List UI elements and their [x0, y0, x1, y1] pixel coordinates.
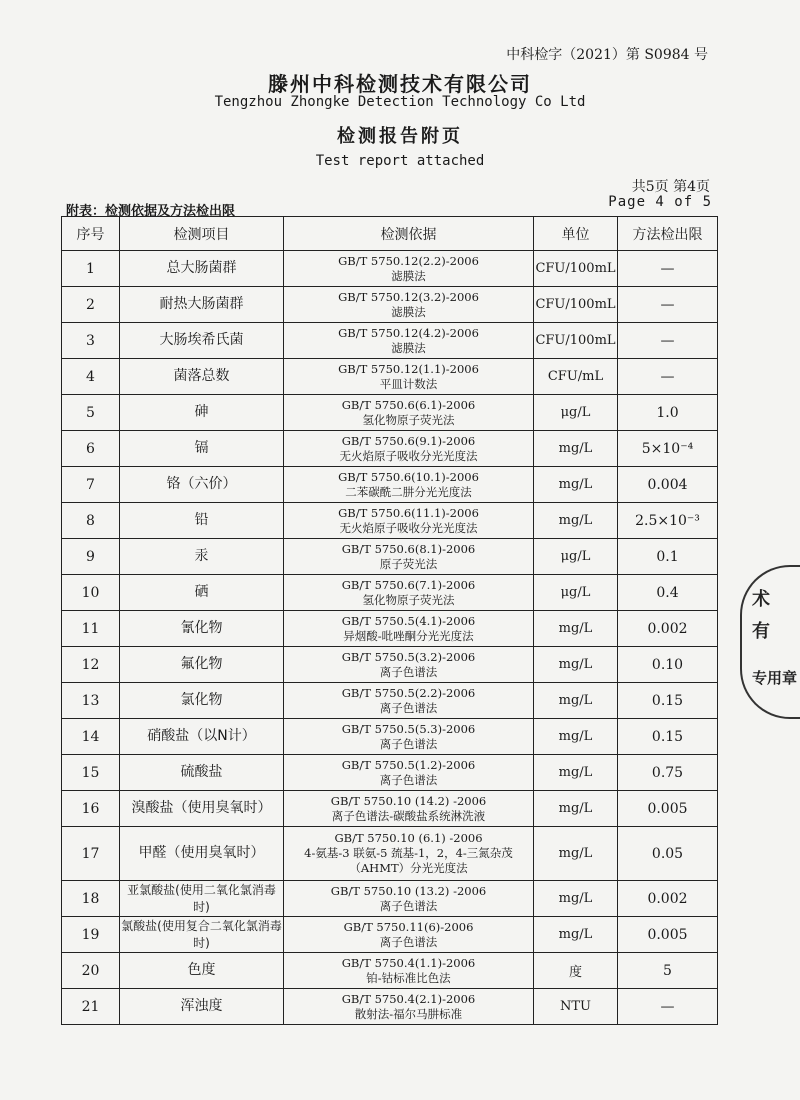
cell-unit: mg/L — [534, 791, 618, 827]
header-limit: 方法检出限 — [618, 217, 718, 251]
cell-item: 氟化物 — [120, 647, 284, 683]
table-row — [62, 575, 718, 611]
cell-item: 汞 — [120, 539, 284, 575]
basis-line: 无火焰原子吸收分光光度法 — [339, 520, 478, 535]
basis-line: GB/T 5750.5(2.2)-2006 — [341, 685, 476, 700]
cell-limit: — — [618, 359, 718, 395]
cell-limit: 0.005 — [618, 791, 718, 827]
cell-unit: μg/L — [534, 539, 618, 575]
seal-text: 术 — [752, 589, 770, 610]
cell-item: 氰化物 — [120, 611, 284, 647]
cell-basis — [284, 503, 534, 539]
basis-line: GB/T 5750.5(4.1)-2006 — [341, 613, 476, 628]
cell-seq: 2 — [62, 287, 120, 323]
basis-line: GB/T 5750.5(1.2)-2006 — [341, 757, 476, 772]
cell-basis — [284, 431, 534, 467]
cell-basis — [284, 917, 534, 953]
company-name-cn: 滕州中科检测技术有限公司 — [268, 72, 532, 96]
cell-basis — [284, 575, 534, 611]
cell-seq: 3 — [62, 323, 120, 359]
header-item: 检测项目 — [120, 217, 284, 251]
basis-line: 离子色谱法 — [379, 700, 438, 715]
cell-unit: mg/L — [534, 917, 618, 953]
cell-item: 甲醛（使用臭氧时） — [120, 827, 284, 881]
basis-line: 散射法-福尔马肼标准 — [354, 1006, 463, 1021]
cell-limit: — — [618, 251, 718, 287]
basis-line: 铂-钴标准比色法 — [366, 970, 451, 985]
cell-item: 溴酸盐（使用臭氧时） — [120, 791, 284, 827]
cell-basis — [284, 395, 534, 431]
cell-seq: 21 — [62, 989, 120, 1025]
cell-item: 砷 — [120, 395, 284, 431]
cell-unit: mg/L — [534, 881, 618, 917]
basis-line: GB/T 5750.10 (13.2) -2006 — [330, 883, 487, 898]
basis-line: GB/T 5750.10 (14.2) -2006 — [330, 793, 487, 808]
cell-limit: 0.4 — [618, 575, 718, 611]
table-row — [62, 917, 718, 953]
cell-basis — [284, 647, 534, 683]
cell-seq: 10 — [62, 575, 120, 611]
basis-line: GB/T 5750.6(9.1)-2006 — [341, 433, 476, 448]
basis-line: GB/T 5750.4(1.1)-2006 — [341, 955, 476, 970]
header-seq: 序号 — [62, 217, 120, 251]
cell-item: 大肠埃希氏菌 — [120, 323, 284, 359]
cell-limit: 2.5×10⁻³ — [618, 503, 718, 539]
cell-basis — [284, 323, 534, 359]
basis-line: GB/T 5750.5(5.3)-2006 — [341, 721, 476, 736]
basis-line: 离子色谱法 — [379, 664, 438, 679]
cell-basis — [284, 611, 534, 647]
cell-item: 总大肠菌群 — [120, 251, 284, 287]
basis-line: GB/T 5750.6(8.1)-2006 — [341, 541, 476, 556]
table-row — [62, 503, 718, 539]
cell-limit: 5×10⁻⁴ — [618, 431, 718, 467]
cell-limit: 0.75 — [618, 755, 718, 791]
cell-limit: — — [618, 287, 718, 323]
cell-seq: 1 — [62, 251, 120, 287]
cell-unit: μg/L — [534, 575, 618, 611]
report-title-en: Test report attached — [315, 153, 485, 169]
cell-seq: 4 — [62, 359, 120, 395]
table-row — [62, 881, 718, 917]
cell-unit: NTU — [534, 989, 618, 1025]
cell-unit: CFU/100mL — [534, 323, 618, 359]
table-row — [62, 953, 718, 989]
cell-basis — [284, 467, 534, 503]
basis-line: 二苯碳酰二肼分光光度法 — [345, 484, 472, 499]
cell-limit: 0.1 — [618, 539, 718, 575]
cell-item: 铅 — [120, 503, 284, 539]
cell-seq: 16 — [62, 791, 120, 827]
cell-basis — [284, 539, 534, 575]
cell-seq: 19 — [62, 917, 120, 953]
table-row — [62, 827, 718, 881]
cell-unit: mg/L — [534, 719, 618, 755]
cell-item: 菌落总数 — [120, 359, 284, 395]
cell-seq: 13 — [62, 683, 120, 719]
basis-line: 原子荧光法 — [379, 556, 438, 571]
page-indicator-en: Page 4 of 5 — [608, 194, 712, 210]
cell-seq: 6 — [62, 431, 120, 467]
cell-seq: 7 — [62, 467, 120, 503]
detection-methods-table — [61, 216, 718, 1025]
cell-item: 镉 — [120, 431, 284, 467]
cell-item: 氯酸盐(使用复合二氧化氯消毒时) — [120, 917, 284, 953]
table-body — [62, 251, 718, 1025]
cell-unit: mg/L — [534, 755, 618, 791]
table-caption: 附表：检测依据及方法检出限 — [66, 204, 236, 219]
basis-line: 离子色谱法 — [379, 934, 438, 949]
basis-line: GB/T 5750.5(3.2)-2006 — [341, 649, 476, 664]
cell-item: 氯化物 — [120, 683, 284, 719]
header-unit: 单位 — [534, 217, 618, 251]
basis-line: 平皿计数法 — [379, 376, 438, 391]
cell-unit: μg/L — [534, 395, 618, 431]
cell-limit: 1.0 — [618, 395, 718, 431]
table-row — [62, 755, 718, 791]
table-row — [62, 611, 718, 647]
basis-line: 滤膜法 — [391, 340, 426, 355]
cell-unit: mg/L — [534, 647, 618, 683]
seal-text: 专用章 — [752, 669, 798, 687]
cell-unit: mg/L — [534, 611, 618, 647]
cell-item: 色度 — [120, 953, 284, 989]
basis-line: 异烟酸-吡唑酮分光光度法 — [343, 628, 474, 643]
cell-basis — [284, 989, 534, 1025]
cell-seq: 12 — [62, 647, 120, 683]
cell-limit: 0.005 — [618, 917, 718, 953]
seal-text: 有 — [752, 621, 770, 642]
basis-line: GB/T 5750.11(6)-2006 — [343, 919, 474, 934]
cell-basis — [284, 287, 534, 323]
cell-basis — [284, 683, 534, 719]
table-row — [62, 989, 718, 1025]
table-row — [62, 647, 718, 683]
cell-limit: 0.10 — [618, 647, 718, 683]
table-row — [62, 395, 718, 431]
basis-line: 无火焰原子吸收分光光度法 — [339, 448, 478, 463]
cell-limit: 0.004 — [618, 467, 718, 503]
cell-unit: mg/L — [534, 827, 618, 881]
cell-item: 硫酸盐 — [120, 755, 284, 791]
cell-seq: 14 — [62, 719, 120, 755]
cell-basis — [284, 791, 534, 827]
table-row — [62, 467, 718, 503]
header-basis: 检测依据 — [284, 217, 534, 251]
basis-line: 滤膜法 — [391, 268, 426, 283]
cell-unit: CFU/100mL — [534, 287, 618, 323]
cell-item: 硒 — [120, 575, 284, 611]
cell-limit: 0.05 — [618, 827, 718, 881]
basis-line: 离子色谱法 — [379, 772, 438, 787]
basis-line: GB/T 5750.4(2.1)-2006 — [341, 991, 476, 1006]
table-row — [62, 683, 718, 719]
cell-unit: CFU/100mL — [534, 251, 618, 287]
cell-unit: CFU/mL — [534, 359, 618, 395]
table-row — [62, 287, 718, 323]
cell-basis — [284, 251, 534, 287]
cell-item: 耐热大肠菌群 — [120, 287, 284, 323]
cell-unit: mg/L — [534, 431, 618, 467]
cell-item: 亚氯酸盐(使用二氧化氯消毒时) — [120, 881, 284, 917]
report-title-cn: 检测报告附页 — [337, 126, 463, 147]
cell-seq: 8 — [62, 503, 120, 539]
cell-basis — [284, 827, 534, 881]
cell-basis — [284, 359, 534, 395]
basis-line: 离子色谱法 — [379, 898, 438, 913]
basis-line: GB/T 5750.12(3.2)-2006 — [338, 289, 479, 304]
basis-line: 氢化物原子荧光法 — [362, 592, 455, 607]
basis-line: GB/T 5750.12(1.1)-2006 — [338, 361, 479, 376]
cell-item: 铬（六价） — [120, 467, 284, 503]
basis-line: GB/T 5750.6(10.1)-2006 — [338, 469, 479, 484]
basis-line: 离子色谱法 — [379, 736, 438, 751]
basis-line: （AHMT）分光光度法 — [349, 861, 468, 875]
cell-unit: mg/L — [534, 467, 618, 503]
cell-limit: 0.15 — [618, 719, 718, 755]
cell-basis — [284, 719, 534, 755]
table-header-row — [62, 217, 718, 251]
basis-line: 滤膜法 — [391, 304, 426, 319]
table-row — [62, 431, 718, 467]
basis-line: GB/T 5750.6(11.1)-2006 — [338, 505, 479, 520]
cell-limit: — — [618, 989, 718, 1025]
basis-line: 离子色谱法-碳酸盐系统淋洗液 — [331, 808, 486, 823]
cell-item: 浑浊度 — [120, 989, 284, 1025]
cell-seq: 9 — [62, 539, 120, 575]
cell-limit: 0.002 — [618, 611, 718, 647]
basis-line: 氢化物原子荧光法 — [362, 412, 455, 427]
page-indicator-cn: 共5页 第4页 — [631, 179, 710, 195]
cell-basis — [284, 953, 534, 989]
basis-line: GB/T 5750.6(6.1)-2006 — [341, 397, 476, 412]
basis-line: GB/T 5750.12(4.2)-2006 — [338, 325, 479, 340]
table-row — [62, 539, 718, 575]
cell-seq: 11 — [62, 611, 120, 647]
cell-unit: mg/L — [534, 683, 618, 719]
cell-limit: — — [618, 323, 718, 359]
cell-unit: 度 — [534, 953, 618, 989]
official-seal-fragment — [740, 565, 800, 719]
cell-item: 硝酸盐（以N计） — [120, 719, 284, 755]
cell-seq: 17 — [62, 827, 120, 881]
cell-basis — [284, 881, 534, 917]
cell-seq: 18 — [62, 881, 120, 917]
basis-line: GB/T 5750.6(7.1)-2006 — [341, 577, 476, 592]
table-row — [62, 323, 718, 359]
cell-limit: 0.15 — [618, 683, 718, 719]
cell-seq: 5 — [62, 395, 120, 431]
basis-line: 4-氨基-3 联氨-5 巯基-1，2，4-三氮杂茂 — [304, 846, 513, 860]
company-name-en: Tengzhou Zhongke Detection Technology Co Ltd — [214, 94, 586, 110]
cell-basis — [284, 755, 534, 791]
table-row — [62, 719, 718, 755]
basis-line: GB/T 5750.10 (6.1) -2006 — [334, 831, 483, 845]
cell-seq: 15 — [62, 755, 120, 791]
table-row — [62, 251, 718, 287]
document-number: 中科检字（2021）第 S0984 号 — [506, 47, 708, 63]
basis-line: GB/T 5750.12(2.2)-2006 — [338, 253, 479, 268]
cell-limit: 0.002 — [618, 881, 718, 917]
table-row — [62, 359, 718, 395]
table-row — [62, 791, 718, 827]
cell-limit: 5 — [618, 953, 718, 989]
cell-unit: mg/L — [534, 503, 618, 539]
cell-seq: 20 — [62, 953, 120, 989]
